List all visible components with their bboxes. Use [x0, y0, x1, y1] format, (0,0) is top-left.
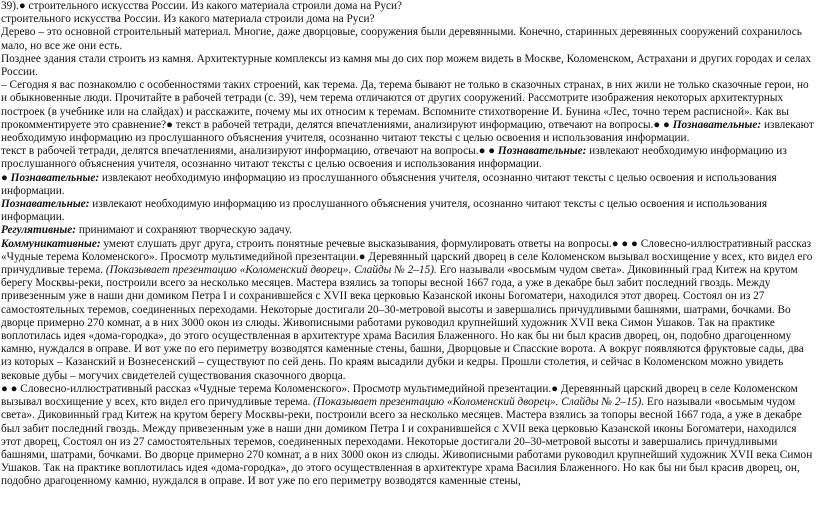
- paragraph-regulatory: [1, 224, 814, 237]
- paragraph-communicative: [1, 238, 814, 383]
- header-line-2: строительного искусства России. Из какого материала строили дома на Руси?: [1, 13, 375, 26]
- story-rest: Его называли «восьмым чудом света». Диковинный град Китеж на крутом берегу Москвы-реки, построили всего за несколько месяцев. Мастера взялись за топоры весной 1667 года, а уже в декабре был забит последний гвоздь. Между привезенным уже в наши дни домиком Петра I и сохранившейся с XVII века церковью Казанской иконы Богоматери, находился этот дворец. Состоял он из 27 самостоятельных теремов, соединенных переходами. Некоторые достигали 20–30-метровой высоты и завершались причудливыми башнями, шатрами, бочками. Во дворце примерно 270 комнат, а в них 3000 окон из слюды. Живописными работами руководил крупнейший художник XVII века Симон Ушаков. Так на практике воплотилась идея «дома-городка», до этого осуществленная в архитектуре храма Василия Блаженного. Но как бы ни был красив дворец, он, подобно драгоценному камню, нуждался в оправе. И вот уже по его периметру возводятся каменные стены, башни, Дворцовые и Спасские ворота. А вокруг появляются фруктовые сады, два из которых – Казанский и Вознесенский – существуют по сей день. По краям высадили дубки и кедры. Прошли столетия, и сейчас в Коломенском можно увидеть вековые дубы – могучих свидетелей существования сказочного дворца.: [1, 264, 804, 382]
- bullet-icon: ● ● ●: [611, 237, 641, 250]
- bullet-icon: ●: [358, 250, 369, 263]
- paragraph-terema-intro: [1, 79, 814, 145]
- terema-intro-tail: текст в рабочей тетради, делятся впечатлениями, анализируют информацию, отвечают на вопросы.: [172, 118, 654, 131]
- bullet-icon: ● ●: [1, 382, 21, 395]
- paragraph-repeat-2: [1, 172, 814, 198]
- paragraph-stone: Позднее здания стали строить из камня. Архитектурные комплексы из камня мы до сих пор можем видеть в Москве, Коломенском, Астрахани и других городах и селах России.: [1, 52, 812, 79]
- cognitive-text: извлекают необходимую информацию из прослушанного объяснения учителя, осознанно читают тексты с целью освоения и использования информации.: [1, 145, 787, 171]
- presentation-note: (Показывает презентацию «Коломенский дворец». Слайды № 2–15).: [105, 264, 437, 277]
- cognitive-text: извлекают необходимую информацию из прослушанного объяснения учителя, осознанно читают тексты с целью освоения и использования информации.: [1, 171, 777, 197]
- regulatory-label: Регулятивные:: [1, 224, 77, 237]
- regulatory-text: принимают и сохраняют творческую задачу.: [76, 224, 292, 237]
- bullet-icon: ●: [166, 118, 173, 131]
- header-line-1: 39).● строительного искусства России. Из какого материала строили дома на Руси?: [1, 0, 403, 12]
- presentation-note: (Показывает презентацию «Коломенский дворец». Слайды № 2–15).: [313, 396, 645, 409]
- paragraph-wood: Дерево – это основной строительный материал. Многие, даже дворцовые, сооружения были деревянными. Конечно, старинных деревянных сооружений сохранилось мало, но все же они есть.: [1, 26, 802, 52]
- paragraph-repeat-3: [1, 198, 814, 224]
- bullet-icon: ● ●: [478, 145, 498, 158]
- communicative-text: умеют слушать друг друга, строить понятные речевые высказывания, формулировать ответы на вопросы.: [100, 237, 612, 250]
- paragraph-story-repeat: [1, 383, 814, 489]
- story-intro: Словесно-иллюстративный рассказ «Чудные терема Коломенского». Просмотр мультимедийной презентации.: [1, 237, 812, 263]
- cognitive-text: извлекают необходимую информацию из прослушанного объяснения учителя, осознанно читают тексты с целью освоения и использования информации.: [1, 198, 768, 224]
- bullet-icon: ●: [551, 382, 561, 395]
- paragraph-repeat-1: [1, 145, 814, 171]
- communicative-label: Коммуникативные:: [1, 237, 101, 250]
- cognitive-label: Познавательные:: [1, 198, 90, 211]
- cognitive-label: Познавательные:: [10, 171, 100, 184]
- terema-intro-text: – Сегодня я вас познакомлю с особенностями таких строений, как терема. Да, терема бывают не только в сказочных странах, в них жили не только сказочные герои, но и обыкновенные люди. Прочитайте в рабочей тетради (с. 39), чем терема отличаются от других сооружений. Рассмотрите изображения некоторых архитектурных построек (в учебнике или на слайдах) и расскажите, почему мы их относим к теремам. Вспомните стихотворение И. Бунина «Лес, точно терем расписной». Как вы прокомментируете это сравнение?: [1, 79, 809, 131]
- story-sentence: Деревянный царский дворец в селе Коломенском вызывал восхищение у всех, кто видел его причудливые терема.: [1, 382, 798, 409]
- cognitive-label: Познавательные:: [497, 145, 587, 158]
- cognitive-label: Познавательные:: [672, 118, 762, 131]
- cognitive-text: извлекают необходимую информацию из прослушанного объяснения учителя, осознанно читают тексты с целью освоения и использования информации.: [1, 118, 814, 145]
- bullet-icon: ● ●: [653, 118, 673, 131]
- workbook-text: текст в рабочей тетради, делятся впечатлениями, анализируют информацию, отвечают на вопросы.: [1, 145, 479, 158]
- story-rest: Его называли «восьмым чудом света». Диковинный град Китеж на крутом берегу Москвы-реки, построили всего за несколько месяцев. Мастера взялись за топоры весной 1667 года, а уже в декабре был забит последний гвоздь. Между привезенным уже в наши дни домиком Петра I и сохранившейся с XVII века церковью Казанской иконы Богоматери, находился этот дворец, Состоял он из 27 самостоятельных теремов, соединенных переходами. Некоторые достигали 20–30-метровой высоты и завершались причудливыми башнями, шатрами, бочками. Во дворце примерно 270 комнат, а в них 3000 окон из слюды. Живописными работами руководил крупнейший художник XVII века Симон Ушаков. Так на практике воплотилась идея «дома-городка», до этого осуществленная в архитектуре храма Василия Блаженного. Но как бы ни был красив дворец, он, подобно драгоценному камню, нуждался в оправе. И вот уже по его периметру возводятся каменные стены,: [1, 396, 813, 488]
- story-sentence: Деревянный царский дворец в селе Коломенском вызывал восхищение у всех, кто видел его причудливые терема.: [1, 250, 813, 277]
- bullet-icon: ●: [1, 171, 11, 184]
- story-intro: Словесно-иллюстративный рассказ «Чудные терема Коломенского». Просмотр мультимедийной презентации.: [20, 382, 552, 395]
